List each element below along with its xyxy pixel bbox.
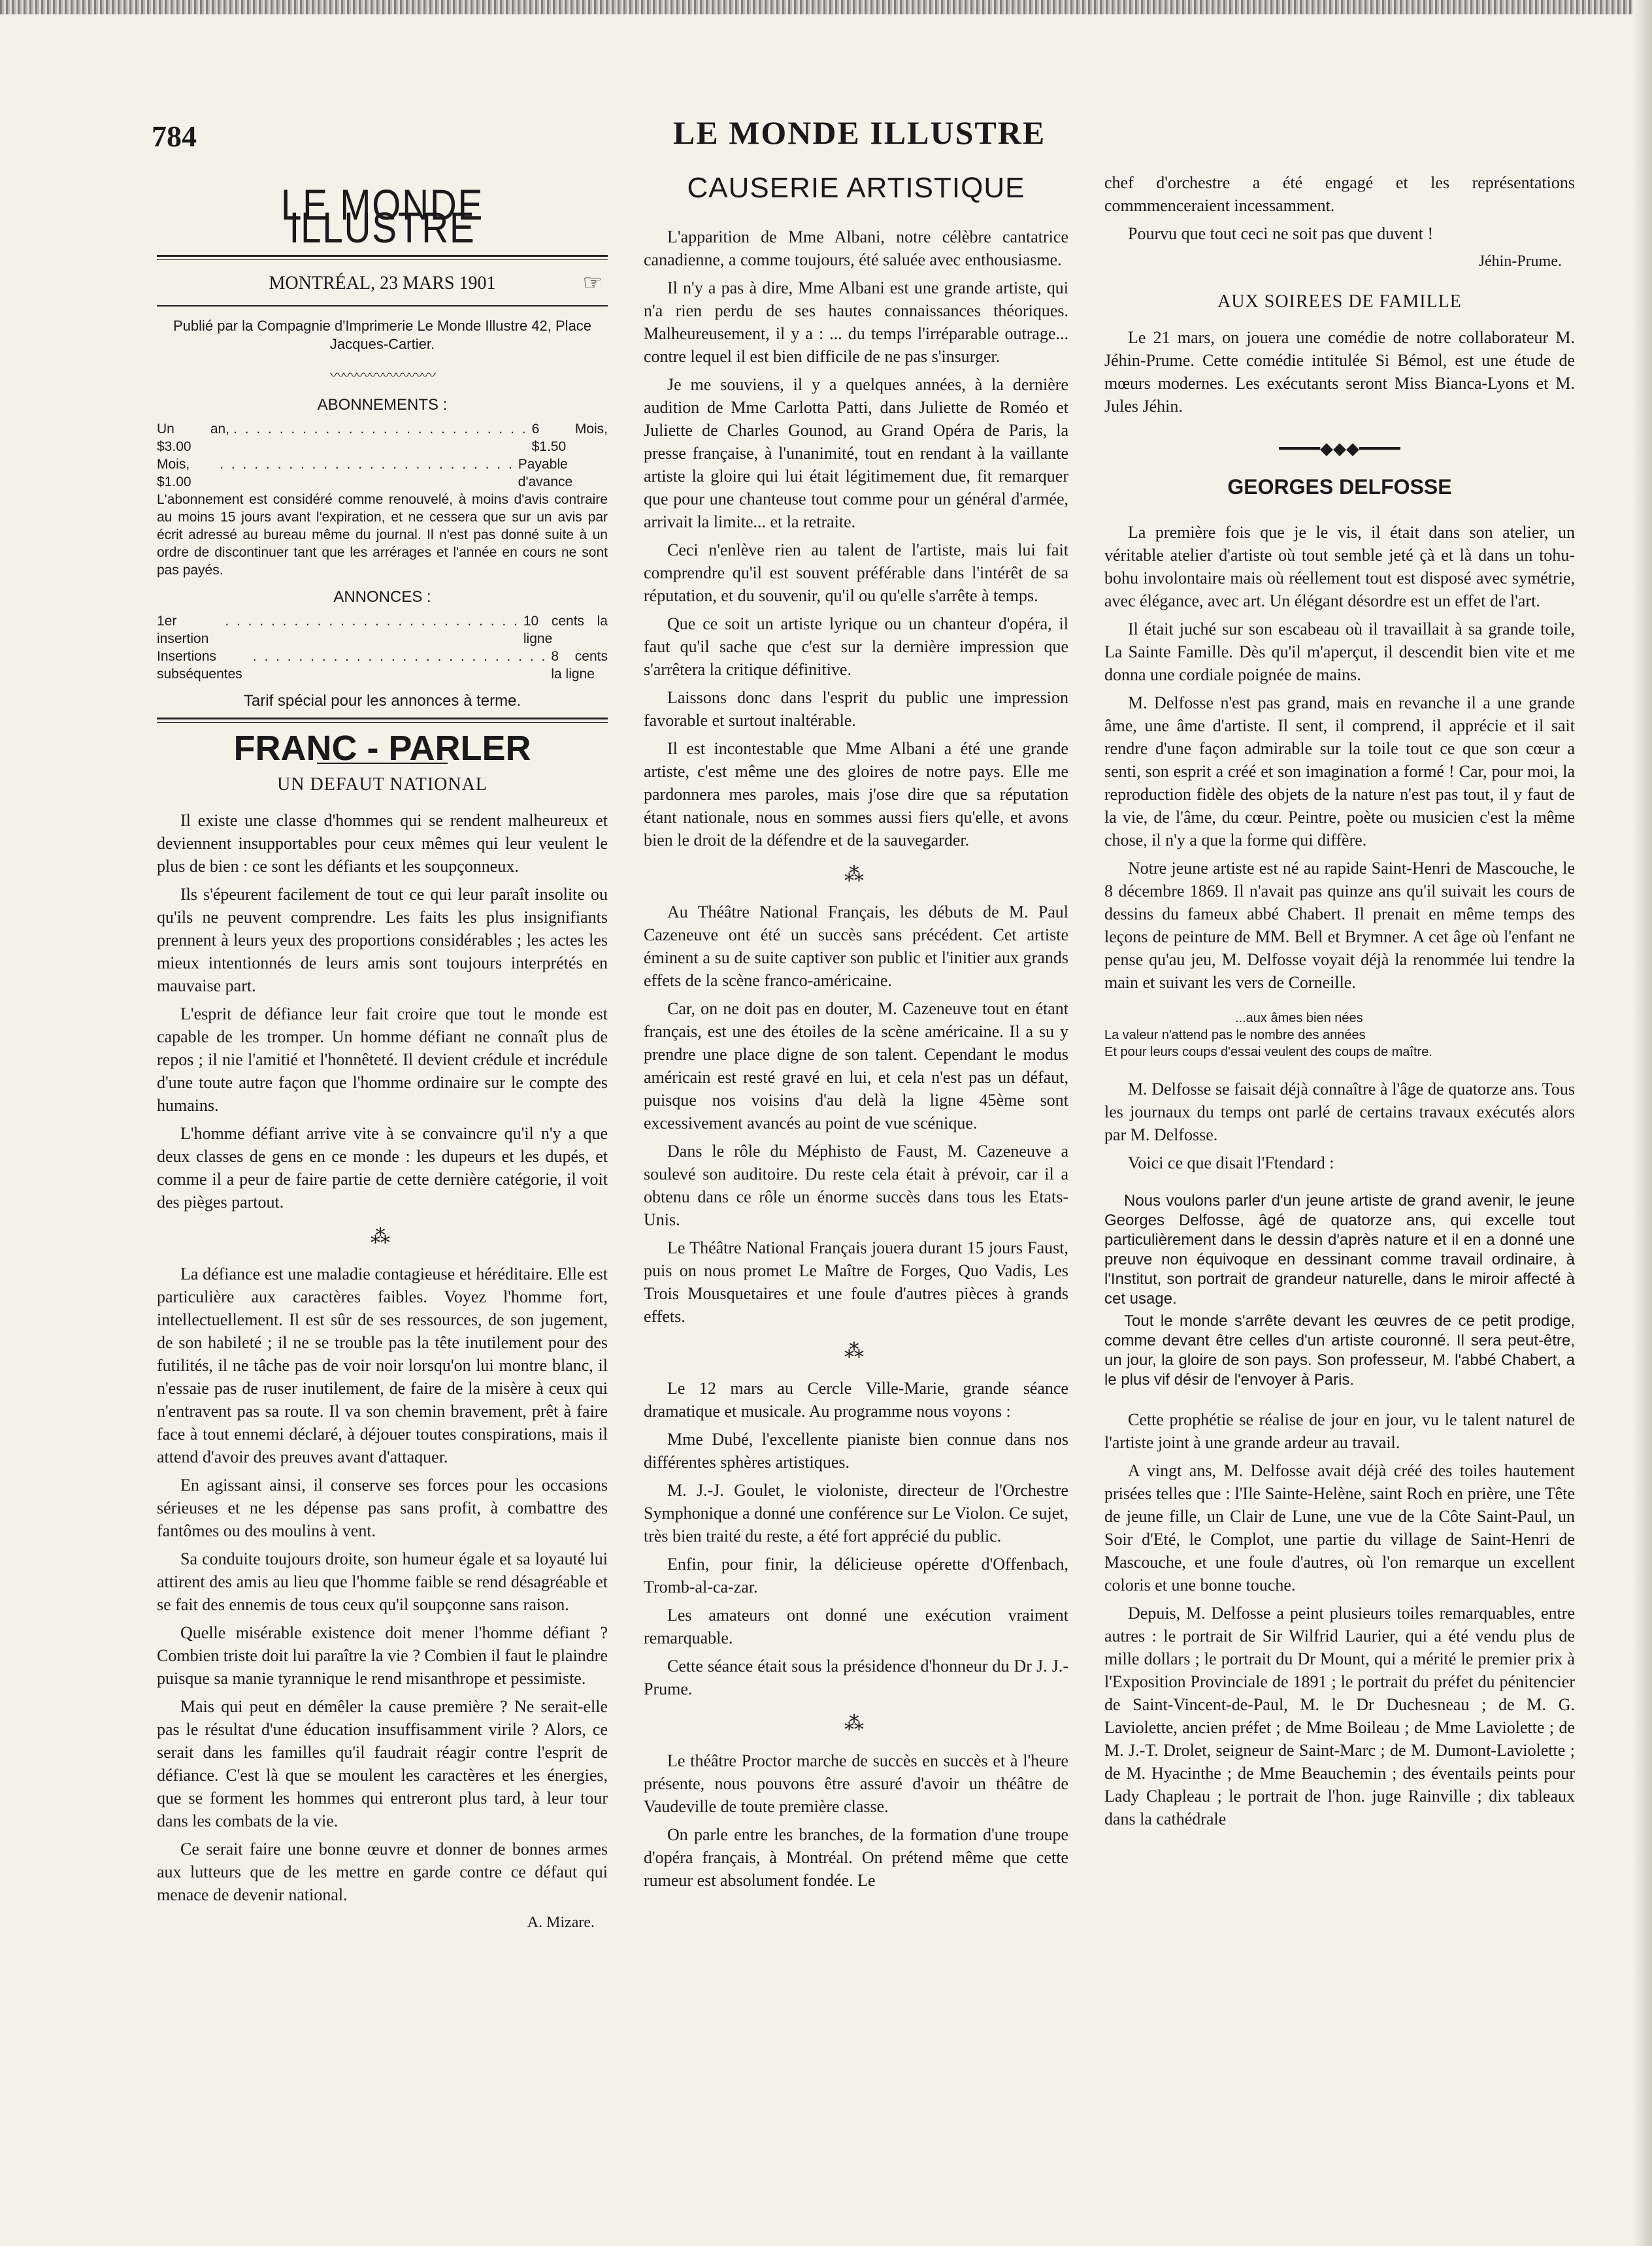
paragraph: La première fois que je le vis, il était dans son atelier, un véritable atelier d'artiste où tout semble jeté çà et là dans un tohu-bohu involontaire mais où réellement tout est disposé avec symétrie, avec élégance, avec art. Un élégant désordre est un effet de l'art. xyxy=(1104,523,1575,610)
paragraph: Il est incontestable que Mme Albani a été une grande artiste, c'est même une des gloires de notre pays. Elle me pardonnera mes paroles, mais j'ose dire que sa réputation étant nationale, nous en sommes aussi fiers qu'elle, et avons bien le droit de la défendre et de la sauvegarder. xyxy=(644,739,1068,850)
paragraph: Notre jeune artiste est né au rapide Saint-Henri de Mascouche, le 8 décembre 1869. Il n'avait pas quinze ans qu'il suivait les cours de dessins du fameux abbé Chabert. Il prenait en même temps des leçons de peinture de MM. Bell et Brymner. A cet âge où l'enfant ne pense qu'au jeu, M. Delfosse voyait déjà la renommée lui tendre la main et suivant les vers de Corneille. xyxy=(1104,859,1575,992)
paragraph: A vingt ans, M. Delfosse avait déjà créé des toiles hautement prisées telles que : l'Ile Sainte-Helène, saint Roch en prière, une Tête de jeune fille, un Clair de Lune, une vue de la Côte Saint-Paul, un Soir d'Eté, le Complot, une partie du village de Saint-Henri de Mascouche, et une foule d'autres, où l'on remarque un excellent coloris et une bonne touche. xyxy=(1104,1461,1575,1594)
rule xyxy=(157,255,608,260)
ad-rate-right: 8 cents la ligne xyxy=(551,649,608,682)
pointing-hand-icon: ☞ xyxy=(582,271,603,295)
paragraph: L'esprit de défiance leur fait croire que tout le monde est capable de les tromper. Un homme défiant ne connaît plus de repos ; il nie l'amitié et l'honnêteté. Il devient crédule et incrédule d'une toute autre façon que l'homme ordinaire sur le compte des humains. xyxy=(157,1004,608,1115)
wavy-divider: 〰〰〰〰〰〰〰〰 xyxy=(329,367,435,384)
ad-note: Tarif spécial pour les annonces à terme. xyxy=(243,692,521,710)
column-right xyxy=(1104,171,1575,1836)
poem-line: La valeur n'attend pas le nombre des années xyxy=(1104,1028,1366,1042)
ad-rate-left: Insertions subséquentes xyxy=(157,649,242,682)
rate-right: Payable d'avance xyxy=(518,457,573,489)
article-body xyxy=(1104,521,1575,994)
paragraph: Il existe une classe d'hommes qui se rendent malheureux et deviennent insupportables pour ceux mêmes qui leur veulent le plus de bien : ce sont les défiants et les soupçonneux. xyxy=(157,811,608,876)
paragraph: Ceci n'enlève rien au talent de l'artiste, mais lui fait comprendre qu'il est souvent préférable dans l'intérêt de sa réputation, et du souvenir, qu'il ou qu'elle s'arrête à temps. xyxy=(644,540,1068,605)
ad-rate-row: 1er insertion . . . . . . . . . . . . . . . . . . . . . . . . . . 10 cents la ligne xyxy=(157,614,608,646)
closing-line: Pourvu que tout ceci ne soit pas que duvent ! xyxy=(1128,224,1434,243)
article-body xyxy=(1104,1408,1575,1830)
paragraph: Les amateurs ont donné une exécution vraiment remarquable. xyxy=(644,1606,1068,1647)
paragraph: Le Théâtre National Français jouera durant 15 jours Faust, puis on nous promet Le Maître de Forges, Quo Vadis, Les Trois Mousquetaires et une foule d'autres pièces à grands effets. xyxy=(644,1238,1068,1326)
article-body xyxy=(644,900,1068,1328)
paragraph: M. Delfosse n'est pas grand, mais en revanche il a une grande âme, une âme d'artiste. Il sent, il comprend, il apprécie et il sait rendre d'une façon admirable sur la toile tout ce que son cœur a senti, son esprit a créé et son imagination a formé ! Car, pour moi, la reproduction fidèle des objets de la nature n'est pas tout, il y faut de la vie, de l'âme, du cœur. Peintre, poète ou musicien c'est la même chose, il n'y a que la forme qui diffère. xyxy=(1104,693,1575,850)
rate-left: Mois, $1.00 xyxy=(157,457,191,489)
masthead-title: LE MONDE ILLUSTRE xyxy=(280,180,484,252)
paragraph: On parle entre les branches, de la formation d'une troupe d'opéra français, à Montréal. On prétend même que cette rumeur est absolument fondée. Le xyxy=(644,1825,1068,1890)
paragraph: Le 12 mars au Cercle Ville-Marie, grande séance dramatique et musicale. Au programme nous voyons : xyxy=(644,1379,1068,1421)
article-body xyxy=(1104,1078,1575,1174)
subscription-notice: L'abonnement est considéré comme renouvelé, à moins d'avis contraire au moins 15 jours avant l'expiration, et ne cessera que sur un avis par écrit adressé au bureau même du journal. Il n'est pas donné suite à un ordre de discontinuer tant que les arrérages et l'année en cours ne sont pas payés. xyxy=(157,492,608,578)
paragraph: Tout le monde s'arrête devant les œuvres de ce petit prodige, comme devant être celles d'un artiste couronné. Il sera peut-être, un jour, la gloire de son pays. Son professeur, M. l'abbé Chabert, a le plus vif désir de l'envoyer à Paris. xyxy=(1104,1312,1575,1389)
paragraph: Sa conduite toujours droite, son humeur égale et sa loyauté lui attirent des amis au lieu que l'homme faible se rend désagréable et se fait des ennemis de tous ceux qu'il soupçonne sans raison. xyxy=(157,1549,608,1614)
article-body xyxy=(157,1263,608,1906)
paragraph: Quelle misérable existence doit mener l'homme défiant ? Combien triste doit lui paraître la vie ? Combien il faut le plaindre puisque sa manie tyrannique le rend misanthrope et pessimiste. xyxy=(157,1623,608,1688)
dateline xyxy=(157,272,608,295)
paragraph: Cette séance était sous la présidence d'honneur du Dr J. J.-Prume. xyxy=(644,1657,1068,1698)
section-subtitle: AUX SOIREES DE FAMILLE xyxy=(1217,291,1462,312)
paragraph: L'apparition de Mme Albani, notre célèbre cantatrice canadienne, a comme toujours, été saluée avec enthousiasme. xyxy=(644,227,1068,269)
article-signature: Jéhin-Prume. xyxy=(1478,253,1562,270)
paragraph: En agissant ainsi, il conserve ses forces pour les occasions sérieuses et ne les dépense pas sans profit, à combattre des fantômes ou des moulins à vent. xyxy=(157,1476,608,1540)
publisher-note: Publié par la Compagnie d'Imprimerie Le Monde Illustre 42, Place Jacques-Cartier. xyxy=(173,318,592,352)
continuation-text: chef d'orchestre a été engagé et les représentations commmenceraient incessamment. xyxy=(1104,173,1575,215)
subscriptions-title: ABONNEMENTS : xyxy=(317,396,448,414)
paragraph: Cette prophétie se réalise de jour en jour, vu le talent naturel de l'artiste joint à une grande ardeur au travail. xyxy=(1104,1410,1575,1452)
article-body xyxy=(644,1749,1068,1892)
section-title: GEORGES DELFOSSE xyxy=(1227,475,1452,499)
paragraph: Que ce soit un artiste lyrique ou un chanteur d'opéra, il faut qu'il sache que c'est sur la dernière impression que s'arrêtera la critique définitive. xyxy=(644,614,1068,679)
dateline-text: MONTRÉAL, 23 MARS 1901 xyxy=(269,273,496,293)
paragraph: La défiance est une maladie contagieuse et héréditaire. Elle est particulière aux caractères faibles. Voyez l'homme fort, intellectuellement. Il est sûr de ses ressources, de son jugement, de son habileté ; il ne se trouble pas la tête inutilement pour des futilités, il ne tâche pas de voir noir lorsqu'on lui montre blanc, il n'essaie pas de ruser inutilement, de faire de la misère à ceux qui n'entravent pas sa route. Il va son chemin bravement, prêt à faire face à tout ennemi déclaré, à déjouer toutes conspirations, mais il attend d'avoir des preuves avant d'attaquer. xyxy=(157,1264,608,1466)
article-body xyxy=(157,809,608,1214)
article-body xyxy=(644,1377,1068,1700)
poem-quote xyxy=(1104,1010,1575,1061)
asterism-divider: ⁂ xyxy=(844,1340,868,1362)
column-middle xyxy=(644,171,1068,1897)
paragraph: Le théâtre Proctor marche de succès en succès et à l'heure présente, nous pouvons être assuré d'avoir un théâtre de Vaudeville de toute première classe. xyxy=(644,1751,1068,1816)
paragraph: Ce serait faire une bonne œuvre et donner de bonnes armes aux lutteurs que de les mettre en garde contre ce défaut qui menace de devenir national. xyxy=(157,1840,608,1904)
section-title: CAUSERIE ARTISTIQUE xyxy=(687,172,1025,204)
paragraph: Mme Dubé, l'excellente pianiste bien connue dans nos différentes sphères artistiques. xyxy=(644,1430,1068,1472)
paragraph: Enfin, pour finir, la délicieuse opérette d'Offenbach, Tromb-al-ca-zar. xyxy=(644,1555,1068,1596)
poem-line: Et pour leurs coups d'essai veulent des coups de maître. xyxy=(1104,1045,1432,1059)
asterism-divider: ⁂ xyxy=(844,1713,868,1734)
asterism-divider: ⁂ xyxy=(371,1226,394,1247)
rule xyxy=(157,718,608,723)
paragraph: Depuis, M. Delfosse a peint plusieurs toiles remarquables, entre autres : le portrait de Sir Wilfrid Laurier, qui a été vendu plus de mille dollars ; le portrait du Dr Mount, qui a mérité le premier prix à l'Exposition Provinciale de 1891 ; le portrait du préfet du pénitencier de Saint-Vincent-de-Paul, M. le Dr Duchesneau ; de M. G. Laviolette, ancien préfet ; de Mme Boileau ; de Mme Laviolette ; de M. J.-T. Drolet, seigneur de Saint-Marc ; de M. Dumont-Laviolette ; de M. Hyacinthe ; de Mme Beauchemin ; des éventails peints pour Lady Chapleau ; le portrait de l'hon. juge Rainville ; dix tableaux dans la cathédrale xyxy=(1104,1604,1575,1828)
rate-row: Un an, $3.00 . . . . . . . . . . . . . . . . . . . . . . . . . . 6 Mois, $1.50 xyxy=(157,421,608,454)
ornament-divider: ━━━━◆◆◆━━━━ xyxy=(1279,439,1400,458)
rate-row: Mois, $1.00 . . . . . . . . . . . . . . . . . . . . . . . . . . Payable d'avance xyxy=(157,455,608,491)
section-subtitle: UN DEFAUT NATIONAL xyxy=(277,774,487,795)
page-number: 784 xyxy=(152,120,197,153)
paragraph: M. Delfosse se faisait déjà connaître à l'âge de quatorze ans. Tous les journaux du temps ont parlé de certains travaux exécutés alors par M. Delfosse. xyxy=(1104,1080,1575,1144)
paragraph: Au Théâtre National Français, les débuts de M. Paul Cazeneuve ont été un succès sans précédent. Cet artiste éminent a su de suite captiver son public et l'initier aux grands effets de la scène franco-américaine. xyxy=(644,902,1068,990)
article-body xyxy=(644,225,1068,851)
ad-rate-row: Insertions subséquentes . . . . . . . . . . . . . . . . . . . . . . . . . . 8 cents la ligne xyxy=(157,649,608,682)
rate-left: Un an, $3.00 xyxy=(157,421,230,454)
article-signature: A. Mizare. xyxy=(527,1914,595,1931)
paragraph: Voici ce que disait l'Ftendard : xyxy=(1128,1153,1334,1172)
paragraph: Je me souviens, il y a quelques années, à la dernière audition de Mme Carlotta Patti, dans Juliette de Roméo et Juliette de Charles Gounod, au Grand Opéra de Paris, la presse française, à l'unanimité, tout en rendant à la vaillante artiste la gloire qui lui était légitimement due, fit remarquer que pour une chanteuse tout comme pour un général d'armée, arrivait la limite... et la retraite. xyxy=(644,375,1068,531)
rule xyxy=(157,305,608,306)
asterism-divider: ⁂ xyxy=(844,864,868,885)
page-right-edge xyxy=(1632,0,1652,2246)
paragraph: Ils s'épeurent facilement de tout ce qui leur paraît insolite ou qu'ils ne peuvent comprendre. Les faits les plus insignifiants prennent à leurs yeux des proportions considérables ; les actes les mieux intentionnés de leurs amis sont toujours interprétés en mauvaise part. xyxy=(157,885,608,995)
paragraph: Nous voulons parler d'un jeune artiste de grand avenir, le jeune Georges Delfosse, âgé de quatorze ans, qui excelle tout particulièrement dans le dessin d'après nature et il en a donné une preuve non équivoque en dessinant comme travail ordinaire, à l'Institut, son portrait de grandeur naturelle, dans le miroir affecté à cet usage. xyxy=(1104,1192,1575,1308)
paragraph: Il était juché sur son escabeau où il travaillait à sa grande toile, La Sainte Famille. Dès qu'il m'aperçut, il descendit bien vite et me donna une cordiale poignée de mains. xyxy=(1104,619,1575,684)
paragraph: Il n'y a pas à dire, Mme Albani est une grande artiste, qui n'a rien perdu de ses hautes connaissances théoriques. Malheureusement, il y a : ... du temps l'irréparable outrage... contre lequel il est bien difficile de ne pas s'insurger. xyxy=(644,278,1068,366)
page-top-edge xyxy=(0,0,1652,14)
block-quote xyxy=(1104,1191,1575,1390)
paragraph: Car, on ne doit pas en douter, M. Cazeneuve tout en étant français, est une des étoiles de la scène américaine. Il a su y prendre une place digne de son talent. Cependant le modus américain est resté gravé en lui, et cela n'est pas un défaut, puisque nos voisins d'au delà la ligne 45ème sont excessivement avancés au point de vue scénique. xyxy=(644,999,1068,1132)
rate-right: 6 Mois, $1.50 xyxy=(531,421,608,454)
paragraph: M. J.-J. Goulet, le violoniste, directeur de l'Orchestre Symphonique a donné une conférence sur Le Violon. Ce sujet, très bien traité du reste, a été fort apprécié du public. xyxy=(644,1481,1068,1545)
section-title: FRANC - PARLER xyxy=(233,729,531,768)
paragraph: Laissons donc dans l'esprit du public une impression favorable et surtout inaltérable. xyxy=(644,688,1068,730)
ad-rate-right: 10 cents la ligne xyxy=(523,614,608,646)
poem-line: ...aux âmes bien nées xyxy=(1235,1011,1363,1025)
paragraph: Dans le rôle du Méphisto de Faust, M. Cazeneuve a soulevé son auditoire. Du reste cela était à prévoir, car il a obtenu dans ce rôle un énorme succès dans tous les Etats-Unis. xyxy=(644,1142,1068,1229)
running-head: LE MONDE ILLUSTRE xyxy=(673,114,1046,151)
paragraph: Mais qui peut en démêler la cause première ? Ne serait-elle pas le résultat d'une éducation insuffisamment virile ? Alors, ce serait dans les familles qu'il faudrait réagir contre l'esprit de défiance. C'est là que se moulent les caractères et les énergies, que se forment les hommes qui entreront plus tard, à leur tour dans les combats de la vie. xyxy=(157,1697,608,1830)
paragraph: Le 21 mars, on jouera une comédie de notre collaborateur M. Jéhin-Prume. Cette comédie intitulée Si Bémol, est une étude de mœurs modernes. Les exécutants seront Miss Bianca-Lyons et M. Jules Jéhin. xyxy=(1104,328,1575,416)
ad-rate-left: 1er insertion xyxy=(157,614,209,646)
paragraph: L'homme défiant arrive vite à se convaincre qu'il n'y a que deux classes de gens en ce monde : les dupeurs et les dupés, et comme il a peur de faire partie de cette dernière catégorie, il voit des pièges partout. xyxy=(157,1124,608,1212)
ads-title: ANNONCES : xyxy=(333,588,431,606)
column-left xyxy=(157,171,608,1934)
